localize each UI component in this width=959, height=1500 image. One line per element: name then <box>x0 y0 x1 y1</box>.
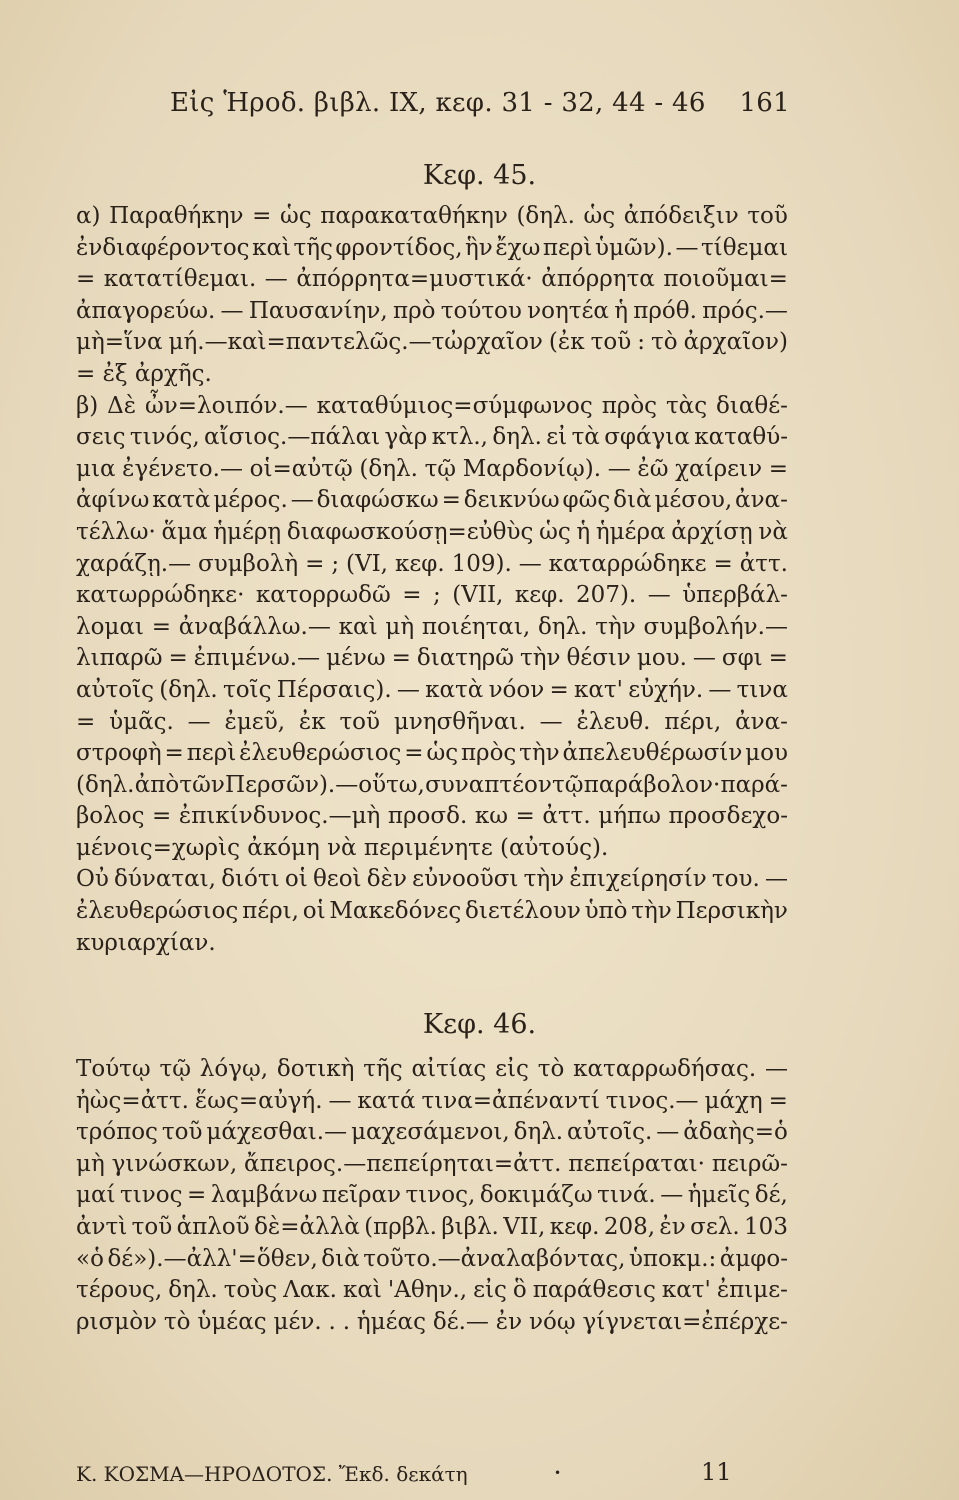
footer-dot: • <box>554 1466 562 1480</box>
text-line: α) Παραθήκην = ὡς παρακαταθήκην (δηλ. ὡς ἀπόδειξιν τοῦ <box>76 203 788 229</box>
text-line: μένοις=χωρὶς ἀκόμη νὰ περιμένητε (αὐτούς). <box>76 834 609 861</box>
text-line: ἐνδιαφέροντος καὶ τῆς φροντίδος, ἣν ἔχω περὶ ὑμῶν). — τίθεμαι <box>76 234 788 261</box>
text-line: τέλλω· ἅμα ἡμέρῃ διαφωσκούσῃ=εὐθὺς ὡς ἡ ἡμέρα ἀρχίσῃ νὰ <box>76 518 788 545</box>
text-line: τρόπος τοῦ μάχεσθαι.— μαχεσάμενοι, δηλ. αὐτοῖς. — ἀδαὴς=ὁ <box>76 1119 788 1146</box>
text-line: κυριαρχίαν. <box>76 929 216 956</box>
text-line: αὐτοῖς (δηλ. τοῖς Πέρσαις). — κατὰ νόον = κατ' εὐχήν. — τινα <box>76 676 788 703</box>
page-footer <box>76 1458 788 1486</box>
text-line: μὴ=ἵνα μή.—καὶ=παντελῶς.—τὠρχαῖον (ἐκ τοῦ : τὸ ἀρχαῖον) <box>76 329 788 356</box>
text-line: (δηλ. ἀπὸ τῶν Περσῶν).—οὕτω, συναπτέον τῷ παράβολον· παρά- <box>76 771 788 798</box>
text-line: μαί τινος = λαμβάνω πεῖραν τινος, δοκιμάζω τινά. — ἡμεῖς δέ, <box>76 1182 788 1209</box>
text-line: ρισμὸν τὸ ὑμέας μέν. . . ἡμέας δέ.— ἐν νόῳ γίγνεται=ἐπέρχε- <box>76 1308 788 1335</box>
text-line: ἐλευθερώσιος πέρι, οἱ Μακεδόνες διετέλουν ὑπὸ τὴν Περσικὴν <box>76 898 788 925</box>
text-line: β) Δὲ ὦν=λοιπόν.— καταθύμιος=σύμφωνος πρὸς τὰς διαθέ- <box>76 392 788 419</box>
chapter-45-text <box>76 201 788 959</box>
page-number: 161 <box>739 88 790 118</box>
chapter-46-text <box>76 1054 788 1338</box>
text-line: ἀφίνω κατὰ μέρος. — διαφώσκω = δεικνύω φῶς διὰ μέσου, ἀνα- <box>76 487 788 514</box>
text-line: χαράζῃ.— συμβολὴ = ; (VI, κεφ. 109). — καταρρώδηκε = ἀττ. <box>76 550 788 577</box>
text-line: στροφὴ = περὶ ἐλευθερώσιος = ὡς πρὸς τὴν ἀπελευθέρωσίν μου <box>76 740 788 767</box>
text-line: = κατατίθεμαι. — ἀπόρρητα=μυστικά· ἀπόρρητα ποιοῦμαι= <box>76 266 788 293</box>
chapter-45-heading: Κεφ. 45. <box>422 160 537 191</box>
text-line: μια ἐγένετο.— οἱ=αὐτῷ (δηλ. τῷ Μαρδονίῳ). — ἐῶ χαίρειν = <box>76 455 788 482</box>
chapter-46-heading: Κεφ. 46. <box>422 1009 537 1040</box>
text-line: Τούτῳ τῷ λόγῳ, δοτικὴ τῆς αἰτίας εἰς τὸ καταρρωδήσας. — <box>76 1056 788 1082</box>
text-line: = ἐξ ἀρχῆς. <box>76 360 212 387</box>
text-line: λιπαρῶ = ἐπιμένω.— μένω = διατηρῶ τὴν θέσιν μου. — σφι = <box>76 645 788 672</box>
text-line: «ὁ δέ»).—ἀλλ'=ὅθεν, διὰ τοῦτο.—ἀναλαβόντας, ὑποκμ.: ἀμφο- <box>76 1245 788 1272</box>
signature-mark: 11 <box>701 1458 732 1486</box>
text-line: = ὑμᾶς. — ἐμεῦ, ἐκ τοῦ μνησθῆναι. — ἐλευθ. πέρι, ἀνα- <box>76 708 788 735</box>
text-line: λομαι = ἀναβάλλω.— καὶ μὴ ποιέηται, δηλ. τὴν συμβολήν.— <box>76 613 788 640</box>
text-line: ἠὼς=ἀττ. ἕως=αὐγή. — κατά τινα=ἀπέναντί τινος.— μάχη = <box>76 1087 788 1114</box>
text-line: σεις τινός, αἴσιος.—πάλαι γὰρ κτλ., δηλ. εἰ τὰ σφάγια καταθύ- <box>76 424 788 451</box>
text-line: κατωρρώδηκε· κατορρωδῶ = ; (VII, κεφ. 207). — ὑπερβάλ- <box>76 582 788 609</box>
text-line: ἀντὶ τοῦ ἁπλοῦ δὲ=ἀλλὰ (πρβλ. βιβλ. VII, κεφ. 208, ἐν σελ. 103 <box>76 1213 788 1240</box>
footer-imprint: Κ. ΚΟΣΜΑ—ΗΡΟΔΟΤΟΣ. Ἔκδ. δεκάτη <box>76 1462 468 1486</box>
text-line: βολος = ἐπικίνδυνος.—μὴ προσδ. κω = ἀττ. μήπω προσδεχο- <box>76 803 788 830</box>
text-line: ἀπαγορεύω. — Παυσανίην, πρὸ τούτου νοητέα ἡ πρόθ. πρός.— <box>76 297 788 324</box>
text-line: Οὐ δύναται, διότι οἱ θεοὶ δὲν εὐνοοῦσι τὴν ἐπιχείρησίν του. — <box>76 866 788 893</box>
running-title: Εἰς Ἡροδ. βιβλ. ΙΧ, κεφ. 31 - 32, 44 - 46 <box>170 88 706 118</box>
text-line: μὴ γινώσκων, ἄπειρος.—πεπείρηται=ἀττ. πεπείραται· πειρῶ- <box>76 1150 788 1177</box>
text-line: τέρους, δηλ. τοὺς Λακ. καὶ 'Αθην., εἰς ὃ παράθεσις κατ' ἐπιμε- <box>76 1277 788 1304</box>
running-header <box>170 88 790 118</box>
